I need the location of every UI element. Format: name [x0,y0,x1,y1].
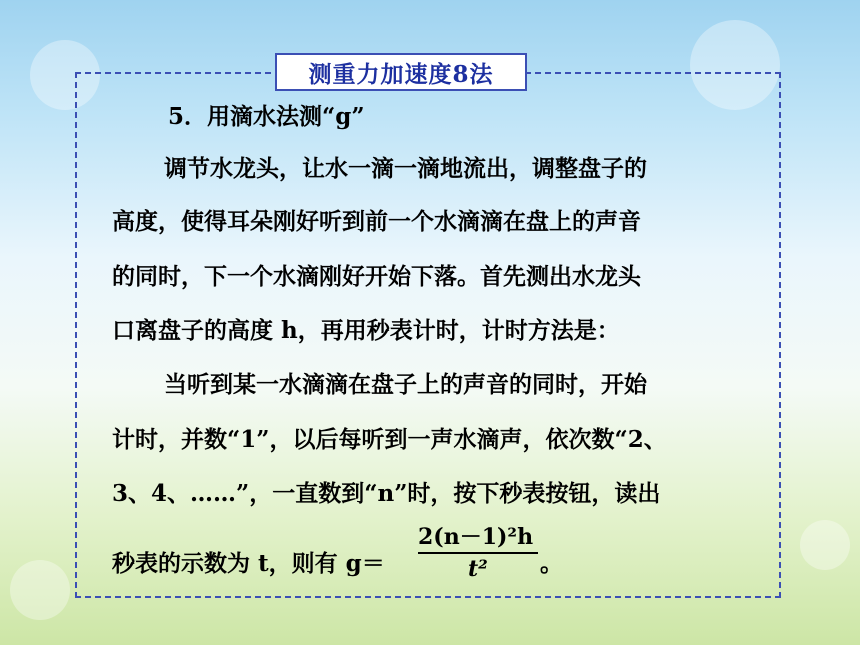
formula-numerator: 2(n－1)²h [418,524,534,550]
text-line: 秒表的示数为 t，则有 g＝ [112,550,385,577]
text-line: 口离盘子的高度 h，再用秒表计时，计时方法是： [112,317,620,344]
subheading: 5．用滴水法测“g” [168,103,365,130]
section-title [275,53,527,91]
text-line: 调节水龙头，让水一滴一滴地流出，调整盘子的 [164,155,647,182]
formula-tail: 。 [540,550,563,577]
formula-denominator: t² [468,556,488,582]
text-line: 高度，使得耳朵刚好听到前一个水滴滴在盘上的声音 [112,208,641,235]
fraction-bar [418,552,538,554]
text-line: 当听到某一水滴滴在盘子上的声音的同时，开始 [164,371,647,398]
text-line: 3、4、……”，一直数到“n”时，按下秒表按钮，读出 [112,480,661,507]
text-line: 的同时，下一个水滴刚好开始下落。首先测出水龙头 [112,263,641,290]
text-line: 计时，并数“1”，以后每听到一声水滴声，依次数“2、 [112,426,667,453]
section-title-text: 测重力加速度8法 [308,60,494,88]
